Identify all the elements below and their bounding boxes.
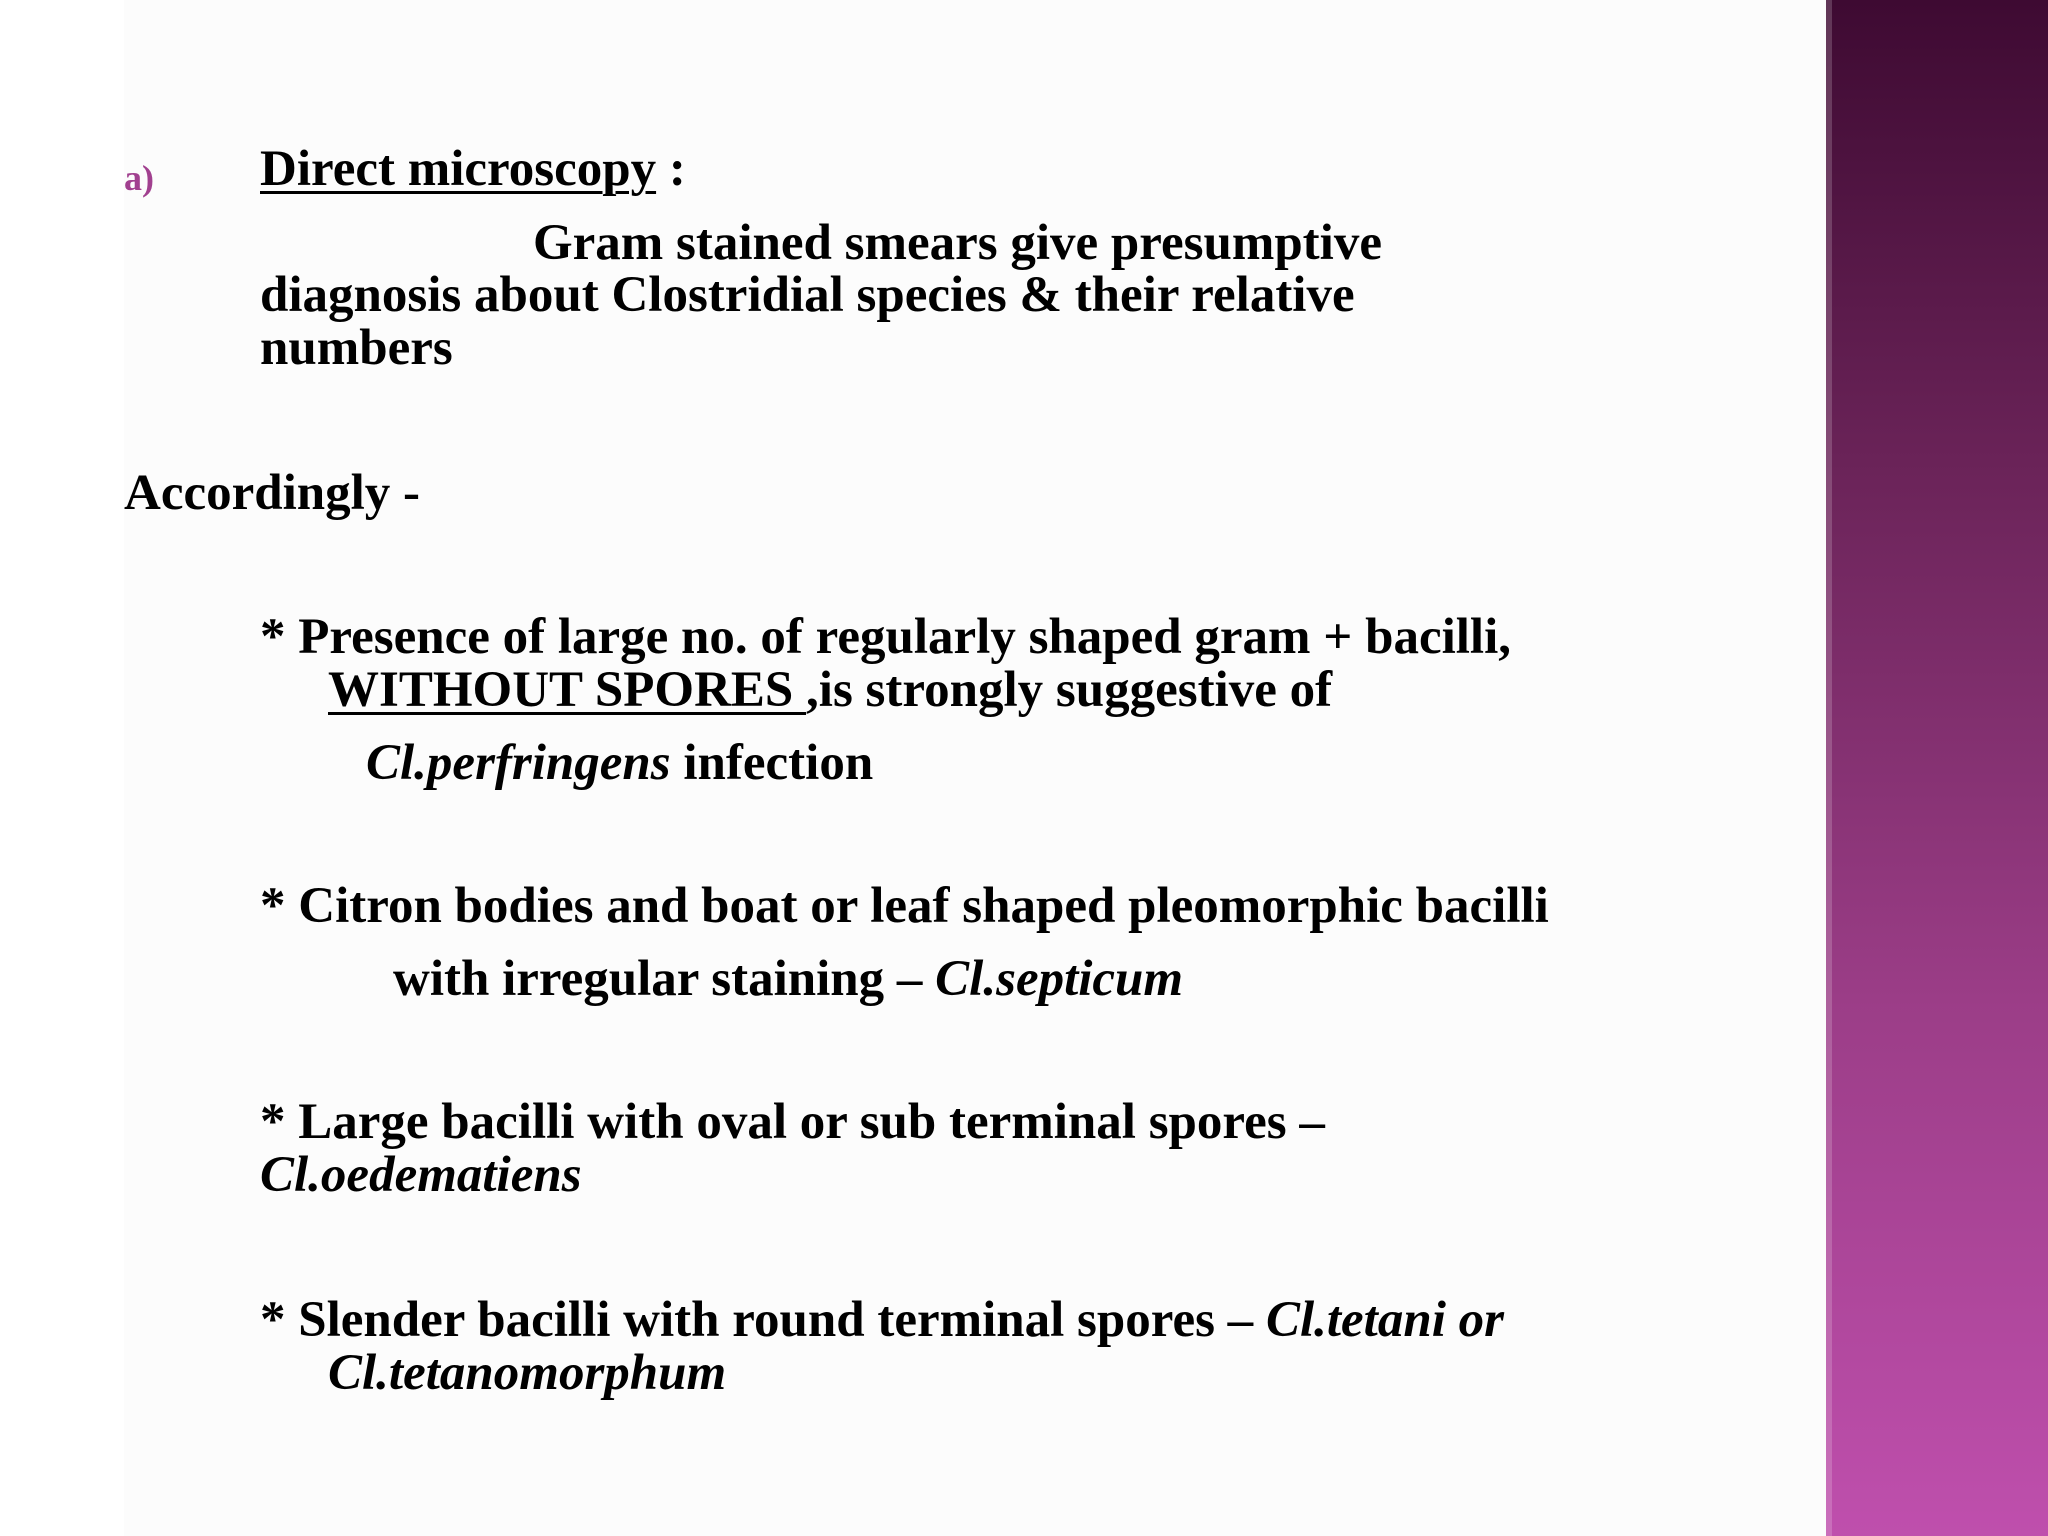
item-1-line-3-rest: infection xyxy=(670,735,874,791)
item-1-line-3 xyxy=(366,736,873,790)
item-2-line-2 xyxy=(393,952,1183,1006)
item-1-line-2 xyxy=(328,663,1332,717)
species-tetanomorphum: Cl.tetanomorphum xyxy=(328,1345,727,1401)
species-oedematiens: Cl.oedematiens xyxy=(260,1147,582,1203)
species-tetani: Cl.tetani or xyxy=(1265,1292,1504,1348)
item-4-line-1-text: * Slender bacilli with round terminal spores – xyxy=(260,1292,1266,1348)
item-2-line-2-text: with irregular staining – xyxy=(393,951,936,1007)
species-perfringens: Cl.perfringens xyxy=(366,735,671,791)
item-1-line-2-rest: ,is strongly suggestive of xyxy=(806,662,1333,718)
intro-line-1: Gram stained smears give presumptive xyxy=(533,215,1382,271)
without-spores-emphasis: WITHOUT SPORES xyxy=(328,662,807,718)
species-septicum: Cl.septicum xyxy=(935,951,1184,1007)
section-marker: a) xyxy=(124,158,154,198)
item-2-line-1: * Citron bodies and boat or leaf shaped pleomorphic bacilli xyxy=(260,878,1549,934)
heading-line xyxy=(260,142,686,196)
accordingly-label: Accordingly - xyxy=(124,465,421,521)
item-1-line-1: * Presence of large no. of regularly shaped gram + bacilli, xyxy=(260,609,1512,665)
heading-colon: : xyxy=(656,141,686,197)
intro-line-3: numbers xyxy=(260,320,453,376)
item-4-line-1 xyxy=(260,1293,1504,1347)
slide-heading: Direct microscopy xyxy=(260,141,657,197)
item-3-line-1: * Large bacilli with oval or sub terminal spores – xyxy=(260,1094,1325,1150)
intro-line-2: diagnosis about Clostridial species & their relative xyxy=(260,267,1355,323)
decorative-side-band xyxy=(1826,0,2048,1536)
side-band-edge xyxy=(1826,0,1832,1536)
